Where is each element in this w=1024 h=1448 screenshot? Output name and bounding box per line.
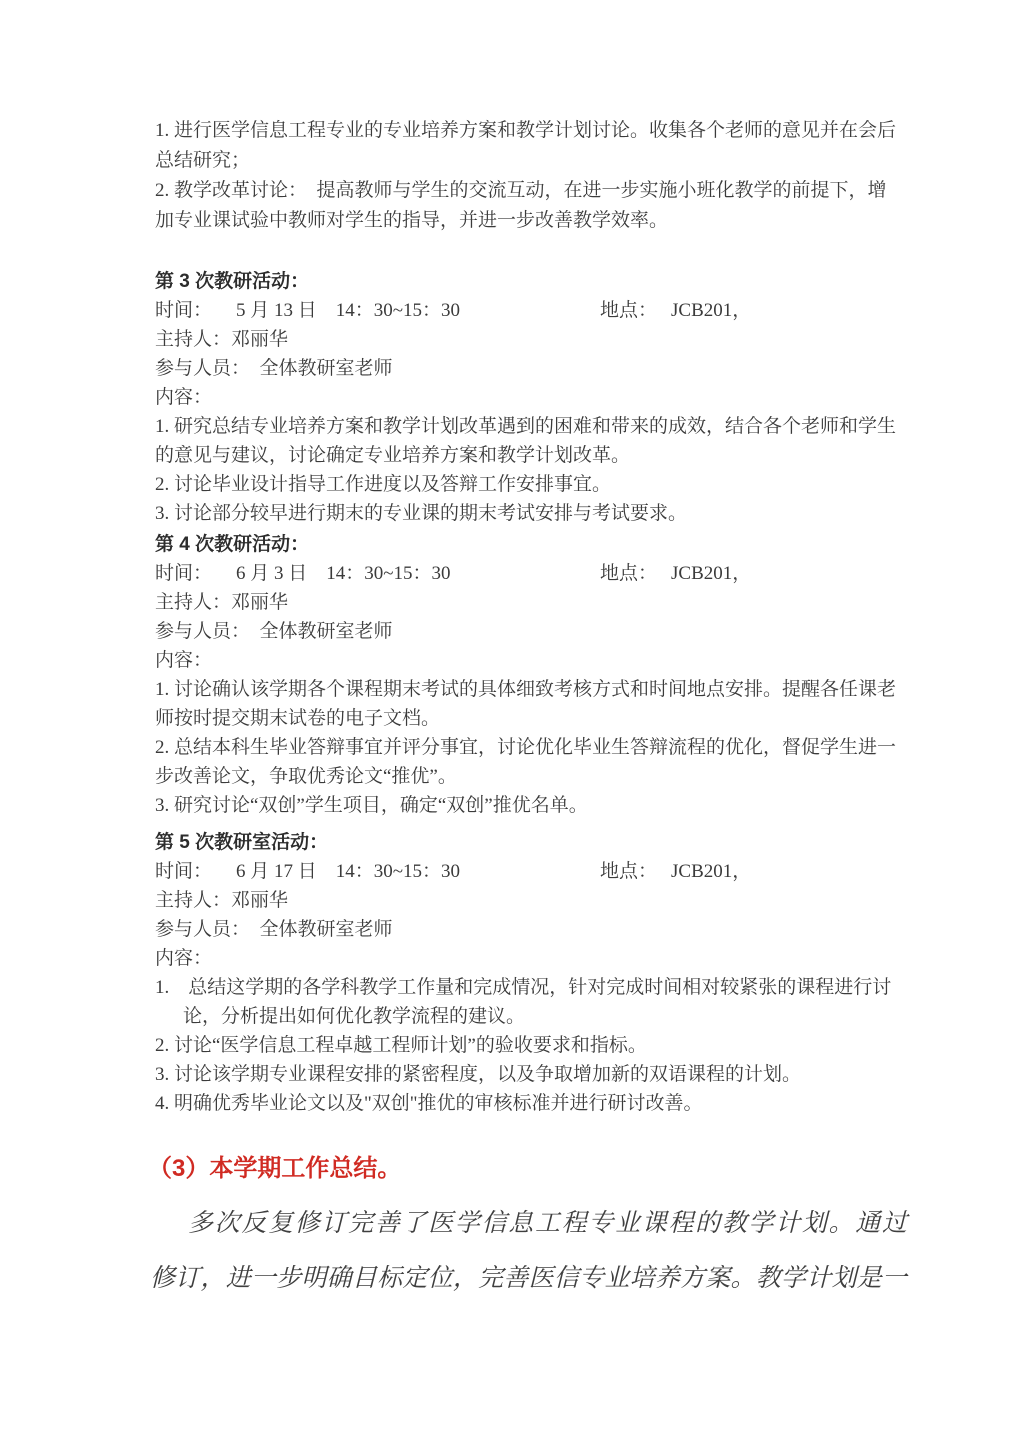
section-title: 第 4 次教研活动： [155, 534, 310, 555]
content-item: 3. 讨论该学期专业课程安排的紧密程度，以及争取增加新的双语课程的计划。 [155, 1064, 802, 1085]
place-group [600, 296, 751, 325]
place-label: 地点： [600, 300, 658, 321]
content-label: 内容： [155, 650, 213, 671]
place-value: JCB201， [671, 563, 752, 584]
content-item: 3. 讨论部分较早进行期末的专业课的期末考试安排与考试要求。 [155, 503, 688, 524]
content-items [155, 412, 905, 528]
place-group [600, 559, 751, 588]
participants-line: 参与人员： 全体教研室老师 [155, 919, 393, 940]
participants-line: 参与人员： 全体教研室老师 [155, 621, 393, 642]
content-items [155, 973, 905, 1118]
host-line: 主持人：邓丽华 [155, 329, 289, 350]
place-label: 地点： [600, 861, 658, 882]
time-place-row [155, 296, 905, 325]
time-place-row [155, 559, 905, 588]
content-item: 2. 总结本科生毕业答辩事宜并评分事宜，讨论优化毕业生答辩流程的优化，督促学生进一步改善论文，争取优秀论文“推优”。 [155, 737, 897, 787]
time-value: 6 月 17 日 14：30~15：30 [236, 861, 461, 882]
section-title: 第 5 次教研室活动： [155, 832, 329, 853]
content-item: 2. 讨论“医学信息工程卓越工程师计划”的验收要求和指标。 [155, 1035, 647, 1056]
section-activity-4 [155, 530, 905, 820]
content-label: 内容： [155, 948, 213, 969]
time-value: 5 月 13 日 14：30~15：30 [236, 300, 461, 321]
section-activity-3 [155, 267, 905, 528]
summary-line: 修订，进一步明确目标定位，完善医信专业培养方案。教学计划是一 [150, 1265, 907, 1292]
host-line: 主持人：邓丽华 [155, 592, 289, 613]
place-value: JCB201， [671, 300, 752, 321]
time-place-row [155, 857, 905, 886]
time-value: 6 月 3 日 14：30~15：30 [236, 563, 451, 584]
content-item: 4. 明确优秀毕业论文以及"双创"推优的审核标准并进行研讨改善。 [155, 1093, 703, 1114]
content-item: 1. 研究总结专业培养方案和教学计划改革遇到的困难和带来的成效，结合各个老师和学生的意见与建议，讨论确定专业培养方案和教学计划改革。 [155, 416, 897, 466]
content-item: 1. 总结这学期的各学科教学工作量和完成情况，针对完成时间相对较紧张的课程进行讨论，分析提出如何优化教学流程的建议。 [155, 977, 892, 1027]
section-title: 第 3 次教研活动： [155, 271, 310, 292]
section-activity-5 [155, 828, 905, 1118]
host-line: 主持人：邓丽华 [155, 890, 289, 911]
time-label: 时间： [155, 300, 213, 321]
intro-paragraph [155, 116, 905, 236]
intro-line: 2. 教学改革讨论： 提高教师与学生的交流互动，在进一步实施小班化教学的前提下，增加专业课试验中教师对学生的指导，并进一步改善教学效率。 [155, 180, 887, 231]
summary-line: 多次反复修订完善了医学信息工程专业课程的教学计划。通过 [188, 1210, 907, 1237]
summary-heading: （3）本学期工作总结。 [148, 1155, 402, 1182]
place-group [600, 857, 751, 886]
content-item: 1. 讨论确认该学期各个课程期末考试的具体细致考核方式和时间地点安排。提醒各任课老师按时提交期末试卷的电子文档。 [155, 679, 897, 729]
content-label: 内容： [155, 387, 213, 408]
intro-line: 1. 进行医学信息工程专业的专业培养方案和教学计划讨论。收集各个老师的意见并在会后总结研究； [155, 120, 897, 171]
content-item: 3. 研究讨论“双创”学生项目，确定“双创”推优名单。 [155, 795, 588, 816]
time-label: 时间： [155, 861, 213, 882]
place-label: 地点： [600, 563, 658, 584]
content-item: 2. 讨论毕业设计指导工作进度以及答辩工作安排事宜。 [155, 474, 612, 495]
time-label: 时间： [155, 563, 213, 584]
place-value: JCB201， [671, 861, 752, 882]
content-items [155, 675, 905, 820]
participants-line: 参与人员： 全体教研室老师 [155, 358, 393, 379]
summary-paragraph [150, 1196, 907, 1306]
